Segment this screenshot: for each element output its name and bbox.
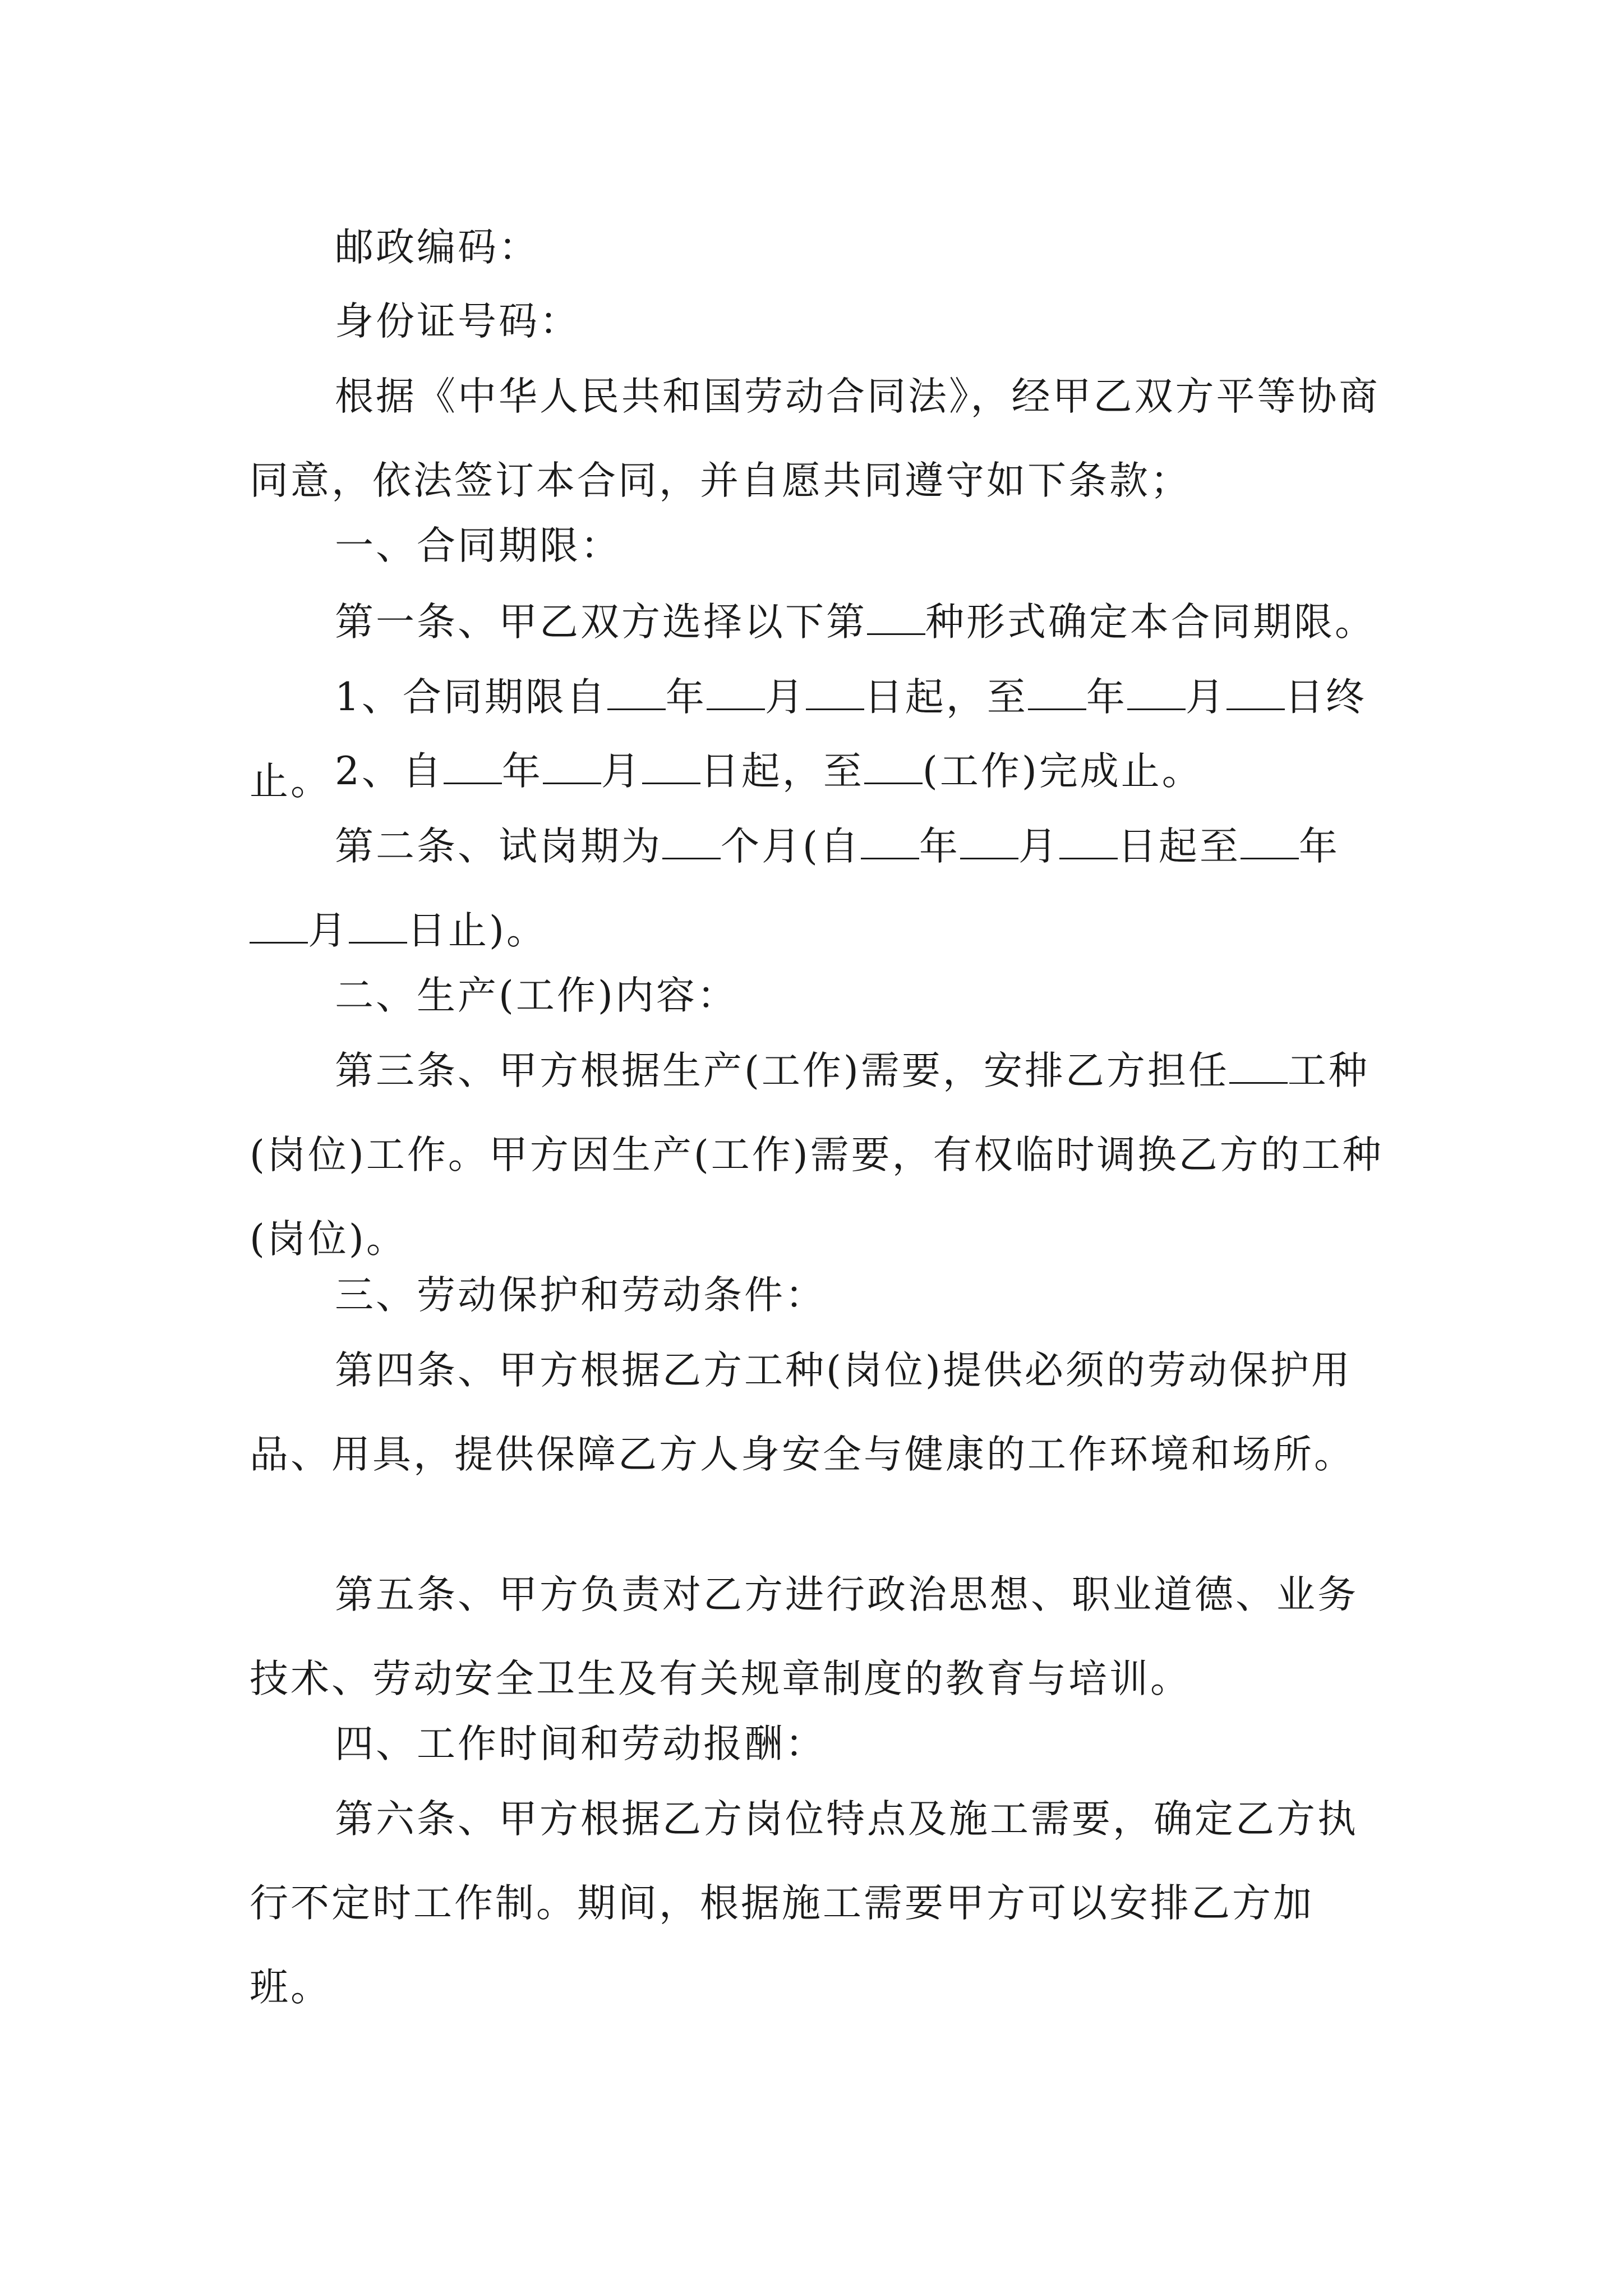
fill-in-blank — [642, 743, 700, 784]
section-heading-labor-protection: 三、劳动保护和劳动条件： — [335, 1273, 826, 1318]
fill-in-blank — [1127, 669, 1186, 710]
fill-in-blank — [864, 743, 923, 784]
article-2: 第二条、试岗期为 个月(自 年 月 日起至 年月 日止)。 — [250, 804, 1388, 973]
fill-in-blank — [1241, 818, 1299, 859]
fill-in-blank — [1229, 1043, 1288, 1084]
section-heading-contract-term: 一、合同期限： — [335, 523, 621, 568]
fill-in-blank — [349, 903, 407, 944]
fill-in-blank — [861, 818, 919, 859]
fill-in-blank — [662, 818, 721, 859]
fill-in-blank — [444, 743, 502, 784]
id-number-line: 身份证号码： — [335, 299, 580, 344]
fill-in-blank — [707, 669, 765, 710]
fill-in-blank — [1028, 669, 1086, 710]
article-5: 第五条、甲方负责对乙方进行政治思想、职业道德、业务技术、劳动安全卫生及有关规章制度的教育与培训。 — [250, 1572, 1358, 1701]
article-1: 第一条、甲乙双方选择以下第 种形式确定本合同期限。 — [250, 580, 1388, 664]
fill-in-blank — [867, 594, 925, 635]
article-6: 第六条、甲方根据乙方岗位特点及施工需要，确定乙方执行不定时工作制。期间，根据施工需要甲方可以安排乙方加班。 — [250, 1797, 1358, 2010]
fill-in-blank — [1059, 818, 1118, 859]
preamble-paragraph: 根据《中华人民共和国劳动合同法》，经甲乙双方平等协商同意，依法签订本合同，并自愿共同遵守如下条款； — [250, 374, 1380, 503]
postal-code-line: 邮政编码： — [335, 225, 540, 270]
fill-in-blank — [1227, 669, 1285, 710]
fill-in-blank — [806, 669, 864, 710]
fill-in-blank — [607, 669, 666, 710]
fill-in-blank — [960, 818, 1018, 859]
term-option-2: 2、自 年 月 日起，至 (工作)完成止。 — [250, 729, 1388, 813]
fill-in-blank — [250, 903, 308, 944]
term-option-1: 1、合同期限自 年 月 日起，至 年 月 日终止。 — [250, 655, 1388, 823]
article-3: 第三条、甲方根据生产(工作)需要，安排乙方担任 工种(岗位)工作。甲方因生产(工作)需要，有权临时调换乙方的工种(岗位)。 — [250, 1029, 1388, 1281]
fill-in-blank — [543, 743, 601, 784]
section-heading-work-content: 二、生产(工作)内容： — [335, 973, 738, 1018]
article-4: 第四条、甲方根据乙方工种(岗位)提供必须的劳动保护用品、用具，提供保障乙方人身安全与健康的工作环境和场所。 — [250, 1348, 1355, 1477]
section-heading-hours-pay: 四、工作时间和劳动报酬： — [335, 1722, 826, 1766]
